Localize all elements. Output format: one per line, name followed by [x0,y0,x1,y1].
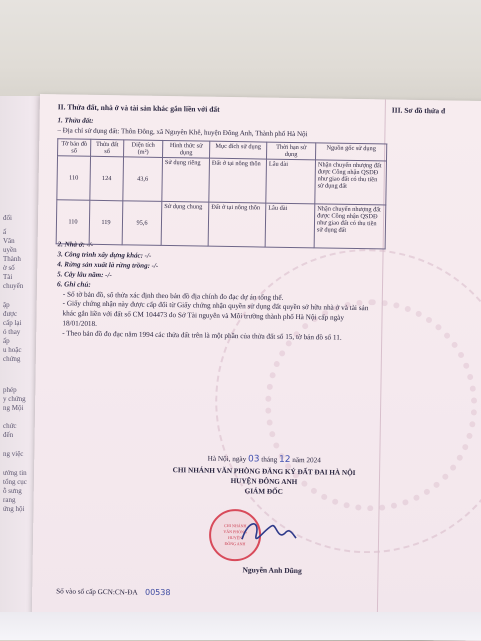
table-cell: Lâu dài [265,204,315,249]
table-header: Diện tích (m²) [124,140,163,158]
note-item: - Theo bản đồ đo đạc năm 1994 các thửa đất trên là một phần của thửa đất số 15, tờ bản đồ số 11. [62,328,342,342]
left-text: được [3,310,18,318]
lower-page-edge [0,612,481,640]
serial-number: 00538 [144,587,171,598]
table-cell: Sử dụng riêng [162,158,210,203]
left-text: chức [3,422,17,430]
table-header: Nguồn gốc sử dụng [315,143,386,162]
table-cell: Đất ở tại nông thôn [208,203,266,248]
left-text: cấp lại [3,319,22,327]
left-text: ấ [3,228,7,236]
left-text: ờ số [3,264,15,272]
left-text: tổng cục [3,478,27,486]
signer-name: Nguyễn Anh Dũng [242,565,302,576]
trees-item: 5. Cây lâu năm: -/- [57,270,112,280]
section-ii-title: II. Thửa đất, nhà ở và tài sản khác gắn liền với đất [57,102,220,114]
handwritten-signature [238,515,299,550]
left-text: ng Mội [3,404,24,412]
signer-title: GIÁM ĐỐC [244,487,283,496]
left-text: Thành [3,255,21,263]
certificate-page [32,94,481,641]
left-text: ng việc [3,450,24,458]
notes-section [56,280,377,343]
note-item: - Số tờ bản đồ, số thửa xác định theo bản đồ địa chính đo đạc dự án tổng thể. [62,290,284,302]
official-stamp: CHI NHÁNH VĂN PHÒNG HUYỆN ĐÔNG ANH [209,509,262,562]
table-cell: Sử dụng chung [161,202,209,247]
table-header: Hình thức sử dụng [163,140,210,158]
table-cell: 124 [90,157,124,202]
wood-surface [0,0,481,110]
table-header: Thời hạn sử dụng [266,142,315,160]
land-parcel-table [56,138,388,250]
left-text: phép [3,386,17,394]
left-text: y chứng [3,395,26,403]
left-text: Tài [3,273,13,281]
address-value: Thôn Đông, xã Nguyên Khê, huyện Đông Anh, Thành phố Hà Nội [120,127,308,139]
table-header: Tờ bản đồ số [58,139,91,157]
serial-number-line [56,586,170,597]
serial-label: Số vào sổ cấp GCN:CN-ĐA [56,587,138,597]
table-header: Mục đích sử dụng [210,141,267,159]
table-cell: Đất ở tại nông thôn [209,159,267,204]
signature-block [149,452,380,498]
left-text: đến [3,431,14,439]
left-text: ướng tin [3,469,27,477]
month-label: tháng [261,455,278,464]
note-item: - Giấy chứng nhận này được cấp đổi từ Giấy chứng nhận quyền sử dụng đất quyền sở hữu nhà ở và tài sản khác gắn liền với đất số CM 104473 do Sở Tài nguyên và Môi trường thành phố Hà Nội cấp ngày 18/01/2018. [62,299,369,328]
left-text: ỗ sưng [3,487,22,495]
table-cell: 95,6 [122,201,162,246]
table-cell: 119 [89,201,123,246]
table-cell: 43,6 [123,157,163,202]
forest-item: 4. Rừng sản xuất là rừng trồng: -/- [57,260,159,270]
section-iii-title: III. Sơ đồ thửa đ [391,105,446,116]
land-parcel-label: 1. Thửa đất: [57,116,94,125]
left-text: u hoặc [3,346,22,354]
left-text: uyền [3,246,17,254]
left-text: ứng hội [3,505,25,513]
table-cell: Nhận chuyển nhượng đất được Công nhận QSDĐ như giao đất có thu tiền sử dụng đất [315,160,387,205]
left-text: chuyển [3,282,24,290]
left-text: rang [3,496,16,504]
table-cell: Nhận chuyển nhượng đất được Công nhận QSDĐ như giao đất có thu tiền sử dụng đất [314,204,386,249]
left-text: chứng [3,355,21,363]
date-month: 12 [278,454,291,465]
house-item: 2. Nhà ở: -/- [57,240,94,249]
table-header: Thửa đất số [91,139,124,157]
table-row [56,200,386,249]
left-text: ập [3,301,10,309]
year-label: năm 2024 [292,456,321,465]
left-text: đổi [3,214,12,222]
date-prefix: Hà Nội, ngày [207,454,247,464]
table-cell: 110 [56,200,90,245]
left-text: ó thay [3,328,21,336]
land-address [57,126,307,138]
office-district: HUYỆN ĐÔNG ANH [230,476,298,486]
address-label: – Địa chỉ sử dụng đất: [57,126,120,136]
left-text: ấp [3,337,10,345]
date-day: 03 [247,454,260,465]
office-name: CHI NHÁNH VĂN PHÒNG ĐĂNG KÝ ĐẤT ĐAI HÀ NỘI [172,465,356,477]
notes-label: 6. Ghi chú: [56,280,91,289]
table-row [57,156,387,205]
left-text: Văn [3,237,15,245]
table-cell: Lâu dài [266,160,316,205]
table-cell: 110 [57,156,91,201]
construction-item: 3. Công trình xây dựng khác: -/- [57,250,152,260]
